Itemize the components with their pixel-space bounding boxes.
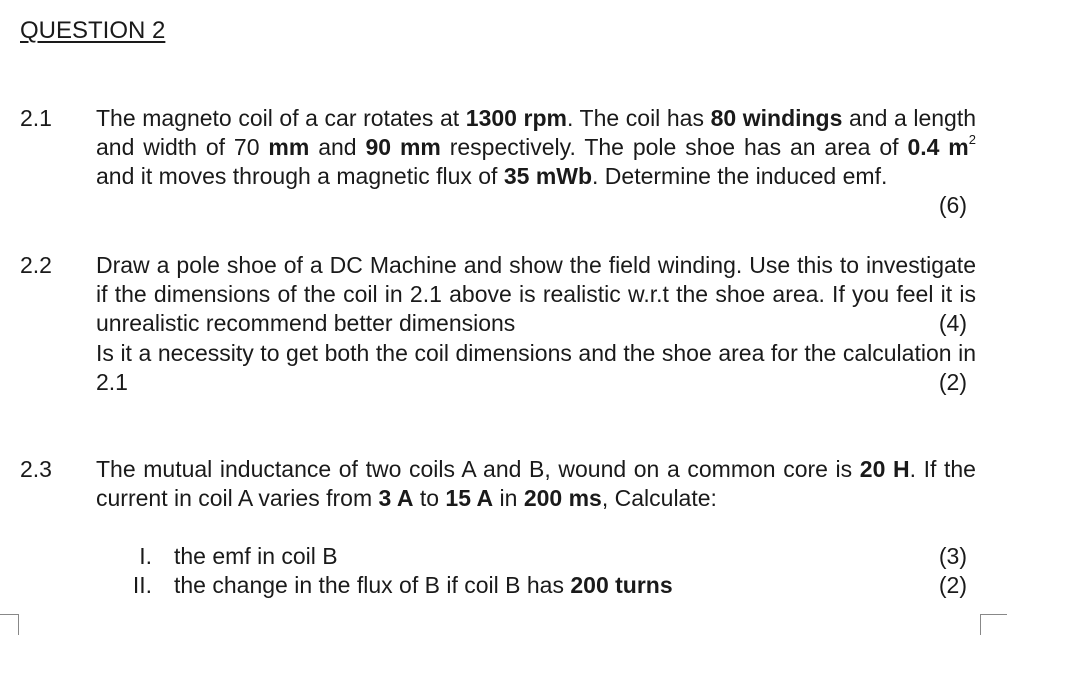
question-number: 2.2 [20, 252, 52, 278]
question-text: The mutual inductance of two coils A and B, wound on a common core is 20 H. If the current in coil A varies from 3 A to 15 A in 200 ms, Calculate: [96, 456, 976, 511]
question-number: 2.1 [20, 105, 52, 131]
page-corner-mark-left [0, 614, 19, 635]
mark-allocation: (6) [938, 192, 967, 218]
mark-allocation: (3) [938, 543, 967, 569]
mark-allocation: (2) [938, 369, 967, 395]
question-text: The magneto coil of a car rotates at 1300 rpm. The coil has 80 windings and a length and width of 70 mm and 90 mm respectively. The pole shoe has an area of 0.4 $m^2$ and it moves through a magnetic flux of 35 mWb. Determine the induced emf. [96, 105, 977, 189]
question-heading: QUESTION 2 [20, 17, 166, 44]
mark-allocation: (4) [938, 310, 967, 336]
question-number: 2.3 [20, 456, 52, 482]
sub-question-text: the change in the flux of B if coil B has 200 turns [174, 572, 673, 598]
mark-allocation: (2) [938, 572, 967, 598]
page-corner-mark-right [980, 614, 1007, 635]
sub-question-text: the emf in coil B [174, 543, 338, 569]
roman-numeral: II. [132, 572, 152, 598]
question-text: Draw a pole shoe of a DC Machine and show the field winding. Use this to investigate if the dimensions of the coil in 2.1 above is realistic w.r.t the shoe area. If you feel it is unrealistic recommend better dimensions [96, 252, 976, 336]
roman-numeral: I. [139, 543, 152, 569]
question-text-followup: Is it a necessity to get both the coil dimensions and the shoe area for the calculation in 2.1 [96, 340, 976, 395]
